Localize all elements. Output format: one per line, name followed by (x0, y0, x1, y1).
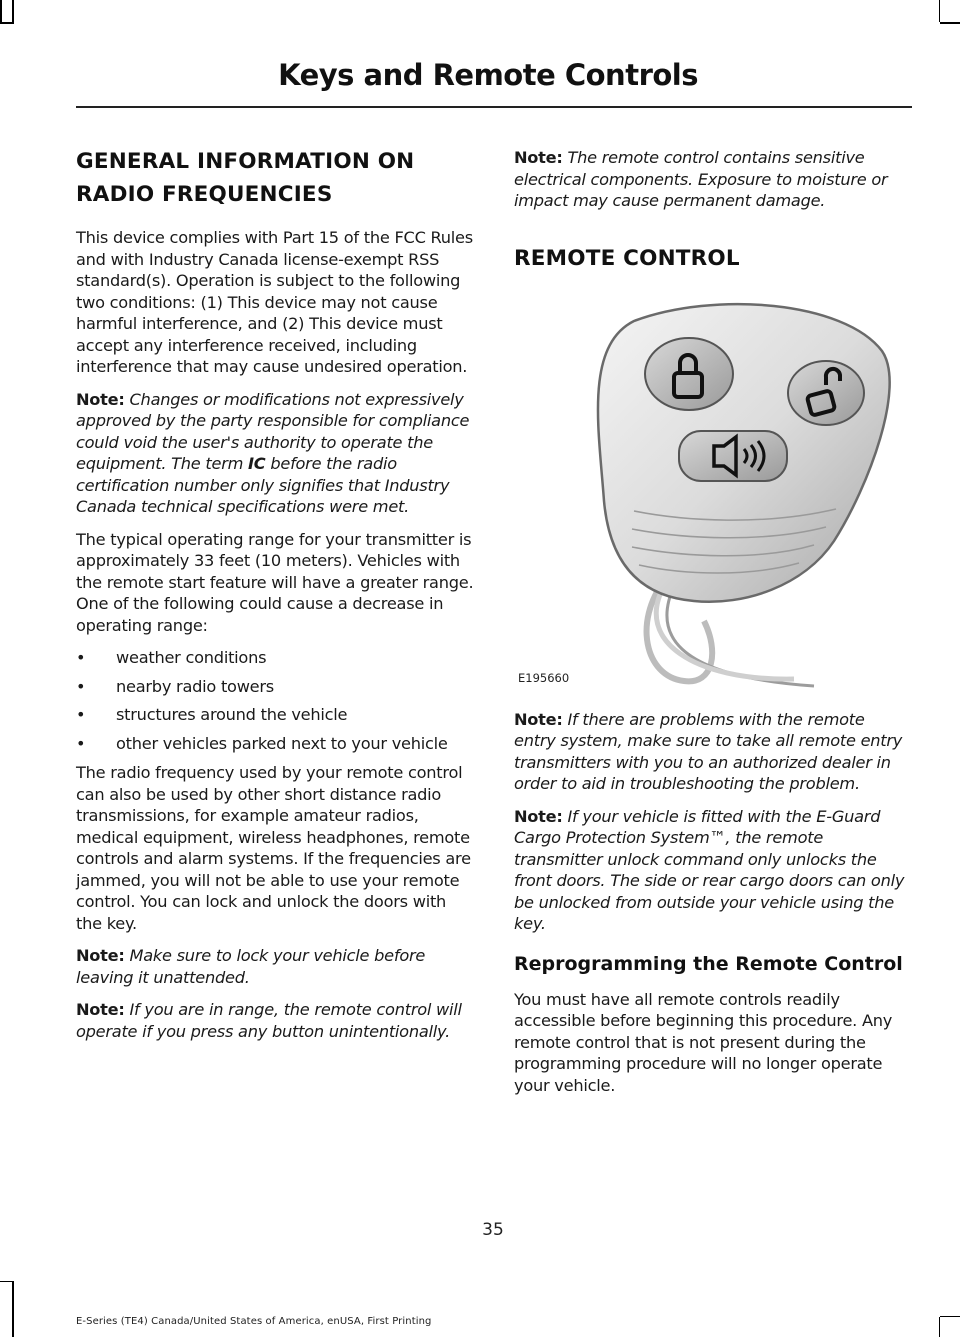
note-emphasis-ic: IC (248, 454, 266, 473)
note-label: Note: (76, 389, 125, 409)
note-modifications (76, 389, 474, 518)
note-text: before the radio certification number only signifies that Industry Canada technical specifications were met. (76, 454, 450, 516)
note-label: Note: (514, 148, 563, 167)
crop-mark (12, 0, 14, 22)
crop-mark (939, 0, 941, 22)
crop-mark (12, 1282, 14, 1337)
left-column (76, 145, 474, 1053)
note-sensitive-components (514, 147, 908, 212)
crop-mark (940, 22, 960, 24)
section-heading-remote-control: REMOTE CONTROL (514, 245, 740, 271)
note-label: Note: (76, 1000, 125, 1019)
crop-mark (939, 1317, 941, 1337)
list-item-text: weather conditions (116, 648, 267, 667)
list-item (76, 733, 474, 755)
note-text: Changes or modifications not expressively approved by the party responsible for compliance could void the user's authority to operate the equipment. The term (76, 389, 470, 473)
crop-mark (0, 22, 14, 24)
page-number: 35 (482, 1220, 504, 1240)
frequency-sharing-paragraph: The radio frequency used by your remote control can also be used by other short distance radio transmissions, for example amateur radios, medical equipment, wireless headphones, remote controls and alarm systems. If the frequencies are jammed, you will not be able to use your remote control. You can lock and unlock the doors with the key. (76, 763, 471, 933)
page-header-title: Keys and Remote Controls (278, 58, 698, 92)
section-heading-radio-frequencies: GENERAL INFORMATION ON RADIO FREQUENCIES (76, 149, 415, 207)
list-item (76, 647, 474, 669)
note-text: Make sure to lock your vehicle before leaving it unattended. (76, 946, 426, 987)
remote-control-figure (514, 281, 908, 691)
remote-fob-illustration (514, 281, 908, 691)
figure-id: E195660 (518, 670, 570, 685)
note-lock-vehicle (76, 945, 474, 988)
crop-mark (0, 0, 2, 22)
lock-button-icon (645, 338, 733, 410)
note-text: If you are in range, the remote control will operate if you press any button unintentionally. (76, 1000, 462, 1041)
list-item (76, 676, 474, 698)
note-remote-problems (514, 709, 908, 795)
list-item-text: structures around the vehicle (116, 705, 348, 724)
note-label: Note: (76, 946, 125, 965)
note-label: Note: (514, 806, 563, 826)
list-item (76, 704, 474, 726)
unlock-button-icon (788, 361, 864, 425)
header-rule (76, 106, 912, 108)
note-text: The remote control contains sensitive electrical components. Exposure to moisture or impact may cause permanent damage. (514, 148, 888, 210)
operating-range-paragraph: The typical operating range for your transmitter is approximately 33 feet (10 meters). Vehicles with the remote start feature will have a greater range. One of the following could cause a decrease in operating range: (76, 529, 474, 635)
note-eguard (514, 806, 908, 935)
range-factors-list (76, 647, 474, 754)
reprogramming-paragraph: You must have all remote controls readily accessible before beginning this procedure. Any remote control that is not present during the programming procedure will no longer operate your vehicle. (514, 989, 893, 1095)
list-item-text: other vehicles parked next to your vehicle (116, 733, 448, 753)
right-column (514, 147, 908, 1107)
bullet: • (76, 648, 86, 667)
compliance-paragraph: This device complies with Part 15 of the FCC Rules and with Industry Canada license-exempt RSS standard(s). Operation is subject to the following two conditions: (1) This device may not cause harmful interference, and (2) This device must accept any interference received, including interference that may cause undesired operation. (76, 228, 473, 376)
bullet: • (76, 705, 86, 724)
note-unintentional-press (76, 999, 474, 1042)
note-text: If there are problems with the remote entry system, make sure to take all remote entry transmitters with you to an authorized dealer in order to aid in troubleshooting the problem. (514, 709, 903, 793)
panic-button-icon (679, 431, 787, 481)
note-label: Note: (514, 709, 563, 729)
crop-mark (940, 1316, 960, 1318)
list-item-text: nearby radio towers (116, 676, 274, 696)
footer-text: E-Series (TE4) Canada/United States of America, enUSA, First Printing (76, 1316, 432, 1327)
note-text: If your vehicle is fitted with the E-Guard Cargo Protection System™, the remote transmitter unlock command only unlocks the front doors. The side or rear cargo doors can only be unlocked from outside your vehicle using the key. (514, 806, 905, 933)
bullet: • (76, 733, 86, 753)
bullet: • (76, 676, 86, 696)
crop-mark (0, 1281, 14, 1283)
subheading-reprogramming: Reprogramming the Remote Control (514, 952, 903, 975)
